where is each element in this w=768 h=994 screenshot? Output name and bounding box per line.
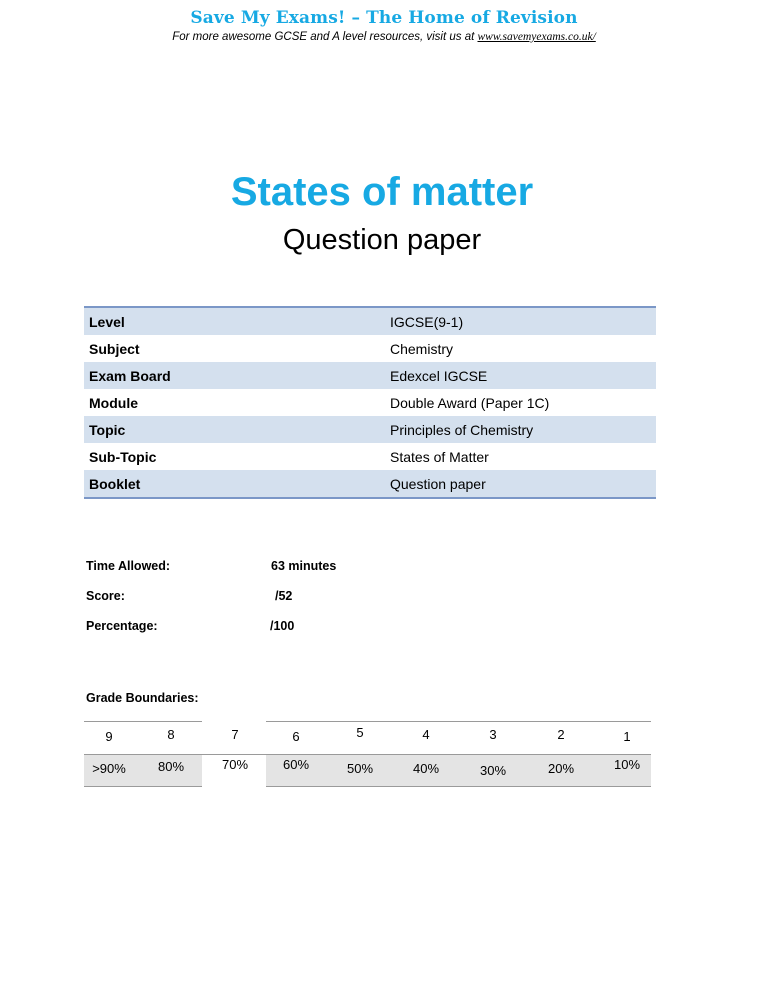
info-row-subject — [84, 335, 656, 362]
info-value: Principles of Chemistry — [390, 421, 534, 438]
grade-rule-middle — [84, 754, 651, 755]
info-value: Question paper — [390, 475, 486, 492]
grade-value: 1 — [623, 729, 631, 744]
document-title: States of matter — [230, 170, 534, 214]
percentage-value: /100 — [270, 619, 295, 633]
info-key: Module — [89, 394, 138, 411]
grade-percentage: 80% — [157, 759, 185, 774]
grade-rule-bottom-right — [266, 786, 651, 787]
info-table — [84, 306, 656, 499]
grade-value: 4 — [422, 727, 430, 742]
info-row-exam-board — [84, 362, 656, 389]
grade-value: 3 — [489, 727, 497, 742]
site-header-title: Save My Exams! – The Home of Revision — [190, 8, 578, 28]
grade-value: 8 — [167, 727, 175, 742]
info-row-topic — [84, 416, 656, 443]
info-row-level — [84, 308, 656, 335]
info-value: Edexcel IGCSE — [390, 367, 488, 384]
grade-percentage: 30% — [479, 763, 507, 778]
grade-percentage: 60% — [282, 757, 310, 772]
info-value: Chemistry — [390, 340, 454, 357]
info-row-sub-topic — [84, 443, 656, 470]
site-header-subtitle — [0, 31, 768, 43]
info-key: Sub-Topic — [89, 448, 157, 465]
info-row-booklet — [84, 470, 656, 497]
grade-value: 7 — [231, 727, 239, 742]
website-link[interactable]: www.savemyexams.co.uk/ — [477, 31, 596, 43]
grade-percentage: 10% — [613, 757, 641, 772]
grade-percentage: 40% — [412, 761, 440, 776]
info-row-module — [84, 389, 656, 416]
score-label: Score: — [86, 589, 125, 603]
score-value: /52 — [275, 589, 293, 603]
info-key: Subject — [89, 340, 140, 357]
info-key: Exam Board — [89, 367, 171, 384]
percentage-label: Percentage: — [86, 619, 158, 633]
grade-rule-top-left — [84, 721, 202, 722]
grade-rule-top-right — [266, 721, 651, 722]
grade-rule-bottom-left — [84, 786, 202, 787]
info-key: Booklet — [89, 475, 141, 492]
grade-percentage: 50% — [346, 761, 374, 776]
time-allowed-label: Time Allowed: — [86, 559, 171, 573]
info-value: States of Matter — [390, 448, 489, 465]
info-value: IGCSE(9-1) — [390, 313, 464, 330]
info-key: Level — [89, 313, 125, 330]
header-subtitle-text: For more awesome GCSE and A level resources, visit us at — [172, 31, 478, 43]
grade-value: 5 — [356, 725, 364, 740]
grade-shade-right — [266, 754, 651, 786]
grade-percentage: 20% — [547, 761, 575, 776]
grade-percentage: 70% — [221, 757, 249, 772]
time-allowed-value: 63 minutes — [271, 559, 337, 573]
grade-boundaries-label: Grade Boundaries: — [86, 691, 199, 705]
document-subtitle: Question paper — [282, 224, 482, 256]
grade-percentage: >90% — [92, 761, 126, 776]
grade-value: 9 — [105, 729, 113, 744]
grade-value: 2 — [557, 727, 565, 742]
info-key: Topic — [89, 421, 126, 438]
grade-value: 6 — [292, 729, 300, 744]
info-value: Double Award (Paper 1C) — [390, 394, 550, 411]
